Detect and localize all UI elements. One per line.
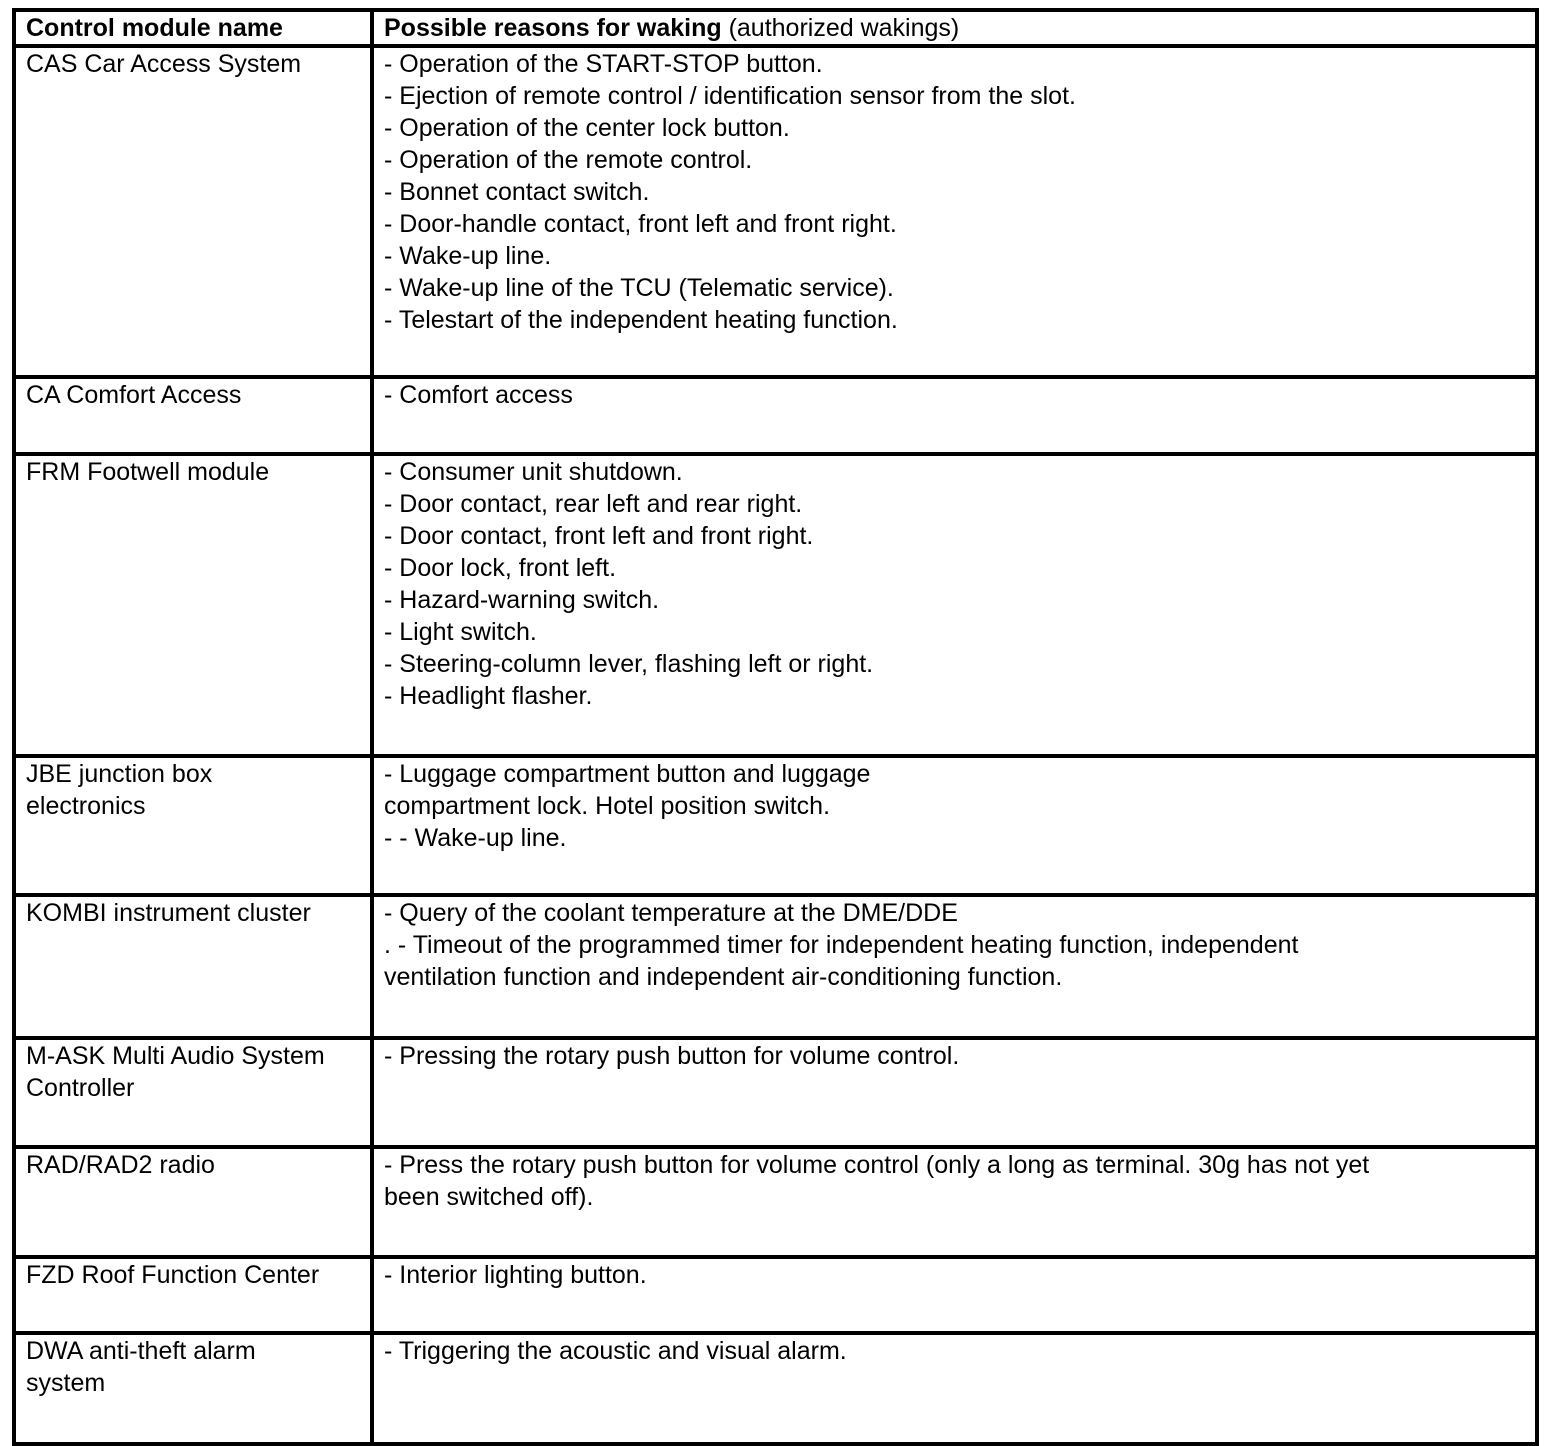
module-name-cell bbox=[14, 1333, 372, 1444]
module-name-line: system bbox=[26, 1369, 106, 1397]
table-row bbox=[14, 1257, 1537, 1333]
reason-line: ventilation function and independent air-conditioning function. bbox=[384, 963, 1063, 991]
reasons-cell bbox=[372, 377, 1537, 454]
reason-line: - Consumer unit shutdown. bbox=[384, 458, 683, 486]
reason-line: - Comfort access bbox=[384, 381, 573, 409]
header-control-module-name bbox=[14, 10, 372, 46]
reason-line: - Operation of the START-STOP button. bbox=[384, 50, 823, 78]
reason-line: - Door contact, front left and front right. bbox=[384, 522, 814, 550]
header-col1-text: Control module name bbox=[26, 14, 283, 42]
reason-line: been switched off). bbox=[384, 1183, 594, 1211]
reason-line: - Steering-column lever, flashing left or right. bbox=[384, 650, 874, 678]
table-header-row bbox=[14, 10, 1537, 46]
reason-line: - Wake-up line. bbox=[384, 242, 552, 270]
module-name-line: CAS Car Access System bbox=[26, 50, 302, 78]
table-row bbox=[14, 1147, 1537, 1257]
module-name-cell bbox=[14, 895, 372, 1038]
reason-line: - Telestart of the independent heating function. bbox=[384, 306, 898, 334]
module-name-line: M-ASK Multi Audio System bbox=[26, 1042, 325, 1070]
wake-reasons-table bbox=[12, 8, 1539, 1446]
table-row bbox=[14, 756, 1537, 895]
reason-line: - Ejection of remote control / identification sensor from the slot. bbox=[384, 82, 1076, 110]
module-name-line: electronics bbox=[26, 792, 146, 820]
reason-line: - Query of the coolant temperature at the DME/DDE bbox=[384, 899, 958, 927]
reason-line: - Triggering the acoustic and visual alarm. bbox=[384, 1337, 847, 1365]
module-name-cell bbox=[14, 1257, 372, 1333]
reason-line: - Door-handle contact, front left and front right. bbox=[384, 210, 897, 238]
reason-line: - Hazard-warning switch. bbox=[384, 586, 660, 614]
reasons-cell bbox=[372, 1257, 1537, 1333]
reason-line: - Wake-up line of the TCU (Telematic service). bbox=[384, 274, 894, 302]
reason-line: - - Wake-up line. bbox=[384, 824, 567, 852]
module-name-line: JBE junction box bbox=[26, 760, 213, 788]
reason-line: - Door contact, rear left and rear right. bbox=[384, 490, 803, 518]
reasons-cell bbox=[372, 46, 1537, 377]
module-name-cell bbox=[14, 377, 372, 454]
reason-line: - Bonnet contact switch. bbox=[384, 178, 650, 206]
header-col2-bold-text: Possible reasons for waking bbox=[384, 14, 722, 42]
table-row bbox=[14, 895, 1537, 1038]
module-name-line: CA Comfort Access bbox=[26, 381, 242, 409]
table-row bbox=[14, 1038, 1537, 1147]
reason-line: - Operation of the remote control. bbox=[384, 146, 753, 174]
reasons-cell bbox=[372, 895, 1537, 1038]
reasons-cell bbox=[372, 756, 1537, 895]
module-name-line: FZD Roof Function Center bbox=[26, 1261, 320, 1289]
reason-line: compartment lock. Hotel position switch. bbox=[384, 792, 831, 820]
reason-line: - Door lock, front left. bbox=[384, 554, 617, 582]
module-name-cell bbox=[14, 1147, 372, 1257]
table-row bbox=[14, 1333, 1537, 1444]
reason-line: - Light switch. bbox=[384, 618, 537, 646]
table-row bbox=[14, 46, 1537, 377]
reason-line: - Press the rotary push button for volume control (only a long as terminal. 30g has not yet bbox=[384, 1151, 1370, 1179]
module-name-line: RAD/RAD2 radio bbox=[26, 1151, 215, 1179]
reasons-cell bbox=[372, 1038, 1537, 1147]
module-name-cell bbox=[14, 756, 372, 895]
module-name-line: Controller bbox=[26, 1074, 135, 1102]
reason-line: - Luggage compartment button and luggage bbox=[384, 760, 871, 788]
header-col2-rest-text: (authorized wakings) bbox=[721, 14, 960, 42]
module-name-line: DWA anti-theft alarm bbox=[26, 1337, 256, 1365]
module-name-cell bbox=[14, 454, 372, 756]
reason-line: - Headlight flasher. bbox=[384, 682, 593, 710]
reasons-cell bbox=[372, 1333, 1537, 1444]
reason-line: - Operation of the center lock button. bbox=[384, 114, 790, 142]
table-row bbox=[14, 454, 1537, 756]
reasons-cell bbox=[372, 1147, 1537, 1257]
table-row bbox=[14, 377, 1537, 454]
module-name-line: FRM Footwell module bbox=[26, 458, 270, 486]
header-possible-reasons bbox=[372, 10, 1537, 46]
reason-line: . - Timeout of the programmed timer for independent heating function, independent bbox=[384, 931, 1299, 959]
module-name-line: KOMBI instrument cluster bbox=[26, 899, 311, 927]
reason-line: - Pressing the rotary push button for volume control. bbox=[384, 1042, 960, 1070]
reason-line: - Interior lighting button. bbox=[384, 1261, 647, 1289]
module-name-cell bbox=[14, 1038, 372, 1147]
reasons-cell bbox=[372, 454, 1537, 756]
module-name-cell bbox=[14, 46, 372, 377]
